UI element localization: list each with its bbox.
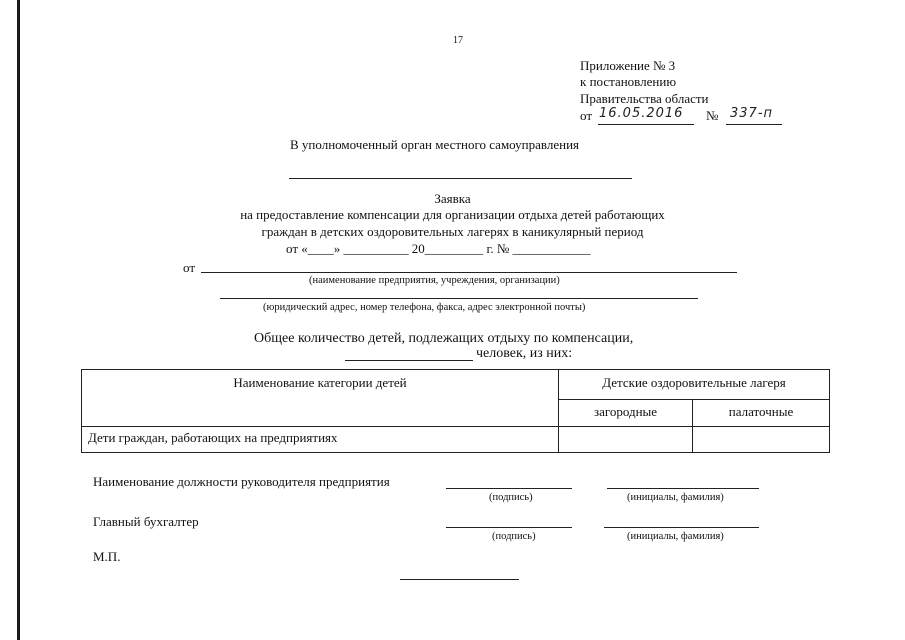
children-total-line-2: человек, из них: <box>476 346 573 361</box>
accountant-signature-caption: (подпись) <box>492 531 536 542</box>
head-signature-line <box>446 488 572 489</box>
appendix-line-3: Правительства области <box>580 91 709 106</box>
header-tent-camps: палаточные <box>693 400 830 427</box>
doc-subtitle-line-1: на предоставление компенсации для организации отдыха детей работающих <box>240 207 665 222</box>
org-blank-line <box>201 272 737 273</box>
row-tent-value <box>693 427 830 453</box>
doc-subtitle-line-2: граждан в детских оздоровительных лагерях в каникулярный период <box>261 224 644 239</box>
recipient-blank-line <box>289 178 632 179</box>
accountant-name-caption: (инициалы, фамилия) <box>627 531 724 542</box>
children-count-blank <box>345 360 473 361</box>
appendix-date-underline <box>598 124 694 125</box>
table-row <box>82 427 830 453</box>
appendix-date-value: 16.05.2016 <box>599 106 684 121</box>
accountant-label: Главный бухгалтер <box>93 514 199 529</box>
doc-title: Заявка <box>434 191 471 206</box>
children-total-line-1: Общее количество детей, подлежащих отдыху по компенсации, <box>254 331 634 346</box>
stamp-label: М.П. <box>93 549 121 564</box>
appendix-line-2: к постановлению <box>580 74 677 89</box>
from-prefix: от <box>183 260 196 275</box>
address-blank-line <box>220 298 698 299</box>
head-name-line <box>607 488 759 489</box>
accountant-name-line <box>604 527 759 528</box>
head-position-label: Наименование должности руководителя предприятия <box>93 474 390 489</box>
appendix-line-1: Приложение № 3 <box>580 58 676 73</box>
appendix-number-prefix: № <box>706 108 719 123</box>
categories-table <box>81 369 830 453</box>
page-number: 17 <box>453 35 463 46</box>
accountant-signature-line <box>446 527 572 528</box>
head-signature-caption: (подпись) <box>489 492 533 503</box>
header-camps: Детские оздоровительные лагеря <box>559 370 830 400</box>
doc-date-number-line: от «____» __________ 20_________ г. № ____________ <box>286 241 591 256</box>
row-country-value <box>559 427 693 453</box>
page-edge-bar <box>17 0 20 640</box>
appendix-number-value: 337-п <box>730 106 774 121</box>
footer-rule <box>400 579 519 580</box>
appendix-number-underline <box>726 124 782 125</box>
recipient-text: В уполномоченный орган местного самоуправления <box>290 137 580 152</box>
header-country-camps: загородные <box>559 400 693 427</box>
row-category: Дети граждан, работающих на предприятиях <box>82 427 559 453</box>
address-caption: (юридический адрес, номер телефона, факса, адрес электронной почты) <box>263 302 586 313</box>
head-name-caption: (инициалы, фамилия) <box>627 492 724 503</box>
appendix-date-prefix: от <box>580 108 593 123</box>
org-caption: (наименование предприятия, учреждения, организации) <box>309 275 560 286</box>
header-category: Наименование категории детей <box>82 370 559 427</box>
